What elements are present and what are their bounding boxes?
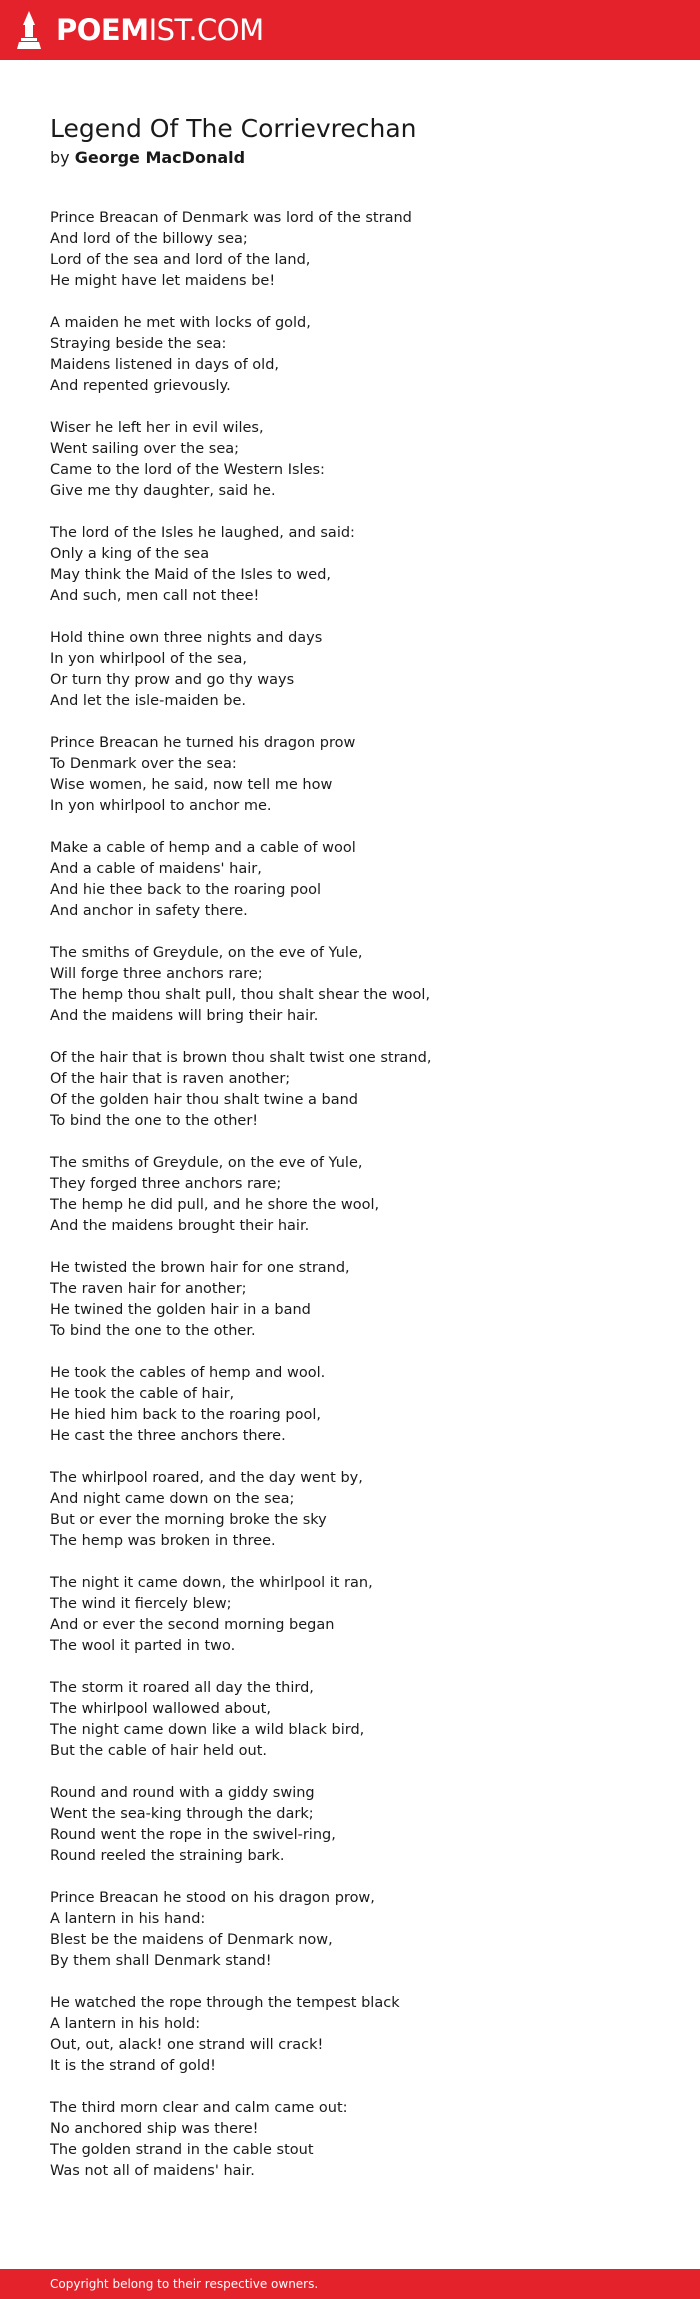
poem-stanza bbox=[50, 523, 670, 607]
poem-line: It is the strand of gold! bbox=[50, 2058, 216, 2074]
poem-stanza bbox=[50, 1363, 670, 1447]
poem-line: The smiths of Greydule, on the eve of Yule, bbox=[50, 1155, 363, 1171]
poem-line: The night it came down, the whirlpool it ran, bbox=[50, 1575, 373, 1591]
poem-line: But or ever the morning broke the sky bbox=[50, 1512, 327, 1528]
poem-line: The smiths of Greydule, on the eve of Yule, bbox=[50, 945, 363, 961]
poem-line: And the maidens will bring their hair. bbox=[50, 1008, 319, 1024]
site-header bbox=[0, 0, 700, 60]
poem-stanza bbox=[50, 1153, 670, 1237]
poem-line: Give me thy daughter, said he. bbox=[50, 483, 276, 499]
poem-line: Round reeled the straining bark. bbox=[50, 1848, 285, 1864]
poem-stanza bbox=[50, 838, 670, 922]
poem-line: Wiser he left her in evil wiles, bbox=[50, 420, 264, 436]
poem-line: Was not all of maidens' hair. bbox=[50, 2163, 255, 2179]
poem-content bbox=[50, 112, 670, 2203]
poem-author[interactable]: George MacDonald bbox=[74, 148, 246, 167]
poem-line: Of the hair that is raven another; bbox=[50, 1071, 291, 1087]
poem-line: Maidens listened in days of old, bbox=[50, 357, 280, 373]
poem-line: No anchored ship was there! bbox=[50, 2121, 259, 2137]
poem-line: Will forge three anchors rare; bbox=[50, 966, 263, 982]
poem-line: And repented grievously. bbox=[50, 378, 231, 394]
poem-line: The hemp was broken in three. bbox=[50, 1533, 276, 1549]
poem-body bbox=[50, 208, 670, 2182]
copyright-notice: Copyright belong to their respective owners. bbox=[50, 2277, 319, 2291]
poem-line: The wind it fiercely blew; bbox=[50, 1596, 232, 1612]
poem-line: The storm it roared all day the third, bbox=[50, 1680, 314, 1696]
poem-stanza bbox=[50, 1993, 670, 2077]
by-label: by bbox=[50, 148, 70, 167]
poem-line: And lord of the billowy sea; bbox=[50, 231, 248, 247]
poem-stanza bbox=[50, 1678, 670, 1762]
poem-line: And such, men call not thee! bbox=[50, 588, 260, 604]
poem-stanza bbox=[50, 1573, 670, 1657]
poem-line: Went sailing over the sea; bbox=[50, 441, 240, 457]
poem-line: May think the Maid of the Isles to wed, bbox=[50, 567, 332, 583]
logo-text-light: IST.COM bbox=[148, 13, 264, 47]
poem-stanza bbox=[50, 2098, 670, 2182]
logo-text-bold: POEM bbox=[56, 13, 149, 47]
poem-line: But the cable of hair held out. bbox=[50, 1743, 268, 1759]
poem-line: He watched the rope through the tempest black bbox=[50, 1995, 400, 2011]
poem-line: Prince Breacan he turned his dragon prow bbox=[50, 735, 356, 751]
poem-line: The lord of the Isles he laughed, and said: bbox=[50, 525, 355, 541]
poem-line: In yon whirlpool of the sea, bbox=[50, 651, 247, 667]
poem-line: A maiden he met with locks of gold, bbox=[50, 315, 311, 331]
poem-line: The hemp thou shalt pull, thou shalt shear the wool, bbox=[50, 987, 431, 1003]
poem-line: Prince Breacan of Denmark was lord of the strand bbox=[50, 210, 412, 226]
poem-stanza bbox=[50, 628, 670, 712]
poem-line: The whirlpool wallowed about, bbox=[50, 1701, 271, 1717]
poem-line: The wool it parted in two. bbox=[50, 1638, 236, 1654]
poem-line: He took the cable of hair, bbox=[50, 1386, 235, 1402]
poem-line: To Denmark over the sea: bbox=[50, 756, 237, 772]
poem-line: And hie thee back to the roaring pool bbox=[50, 882, 322, 898]
poem-line: Out, out, alack! one strand will crack! bbox=[50, 2037, 324, 2053]
poem-line: Round went the rope in the swivel-ring, bbox=[50, 1827, 336, 1843]
poem-line: A lantern in his hold: bbox=[50, 2016, 201, 2032]
poem-stanza bbox=[50, 1468, 670, 1552]
poem-line: The raven hair for another; bbox=[50, 1281, 247, 1297]
poem-line: He twined the golden hair in a band bbox=[50, 1302, 311, 1318]
poem-line: He took the cables of hemp and wool. bbox=[50, 1365, 326, 1381]
poem-line: To bind the one to the other! bbox=[50, 1113, 259, 1129]
poem-line: And night came down on the sea; bbox=[50, 1491, 295, 1507]
poem-byline bbox=[50, 146, 670, 170]
poem-line: He twisted the brown hair for one strand, bbox=[50, 1260, 350, 1276]
poem-stanza bbox=[50, 1783, 670, 1867]
poem-stanza bbox=[50, 1888, 670, 1972]
poem-line: The night came down like a wild black bird, bbox=[50, 1722, 365, 1738]
poem-line: And a cable of maidens' hair, bbox=[50, 861, 262, 877]
poem-line: Lord of the sea and lord of the land, bbox=[50, 252, 311, 268]
poem-line: Of the hair that is brown thou shalt twist one strand, bbox=[50, 1050, 432, 1066]
poem-line: To bind the one to the other. bbox=[50, 1323, 256, 1339]
logo-wordmark bbox=[56, 12, 264, 48]
poem-line: Went the sea-king through the dark; bbox=[50, 1806, 314, 1822]
poem-stanza bbox=[50, 208, 670, 292]
poem-line: Round and round with a giddy swing bbox=[50, 1785, 315, 1801]
poem-stanza bbox=[50, 313, 670, 397]
poem-line: The whirlpool roared, and the day went by, bbox=[50, 1470, 363, 1486]
poem-line: And let the isle-maiden be. bbox=[50, 693, 247, 709]
poem-line: In yon whirlpool to anchor me. bbox=[50, 798, 272, 814]
poem-line: He hied him back to the roaring pool, bbox=[50, 1407, 321, 1423]
poem-line: Hold thine own three nights and days bbox=[50, 630, 323, 646]
poem-title: Legend Of The Corrievrechan bbox=[50, 114, 417, 143]
site-logo[interactable] bbox=[16, 12, 264, 48]
poem-line: Came to the lord of the Western Isles: bbox=[50, 462, 325, 478]
poem-line: He might have let maidens be! bbox=[50, 273, 276, 289]
poem-line: Prince Breacan he stood on his dragon prow, bbox=[50, 1890, 375, 1906]
poem-line: He cast the three anchors there. bbox=[50, 1428, 286, 1444]
poem-line: Straying beside the sea: bbox=[50, 336, 227, 352]
poem-line: Only a king of the sea bbox=[50, 546, 210, 562]
fountain-pen-nib-icon bbox=[16, 11, 42, 49]
poem-stanza bbox=[50, 943, 670, 1027]
poem-line: Make a cable of hemp and a cable of wool bbox=[50, 840, 356, 856]
poem-stanza bbox=[50, 733, 670, 817]
poem-line: Or turn thy prow and go thy ways bbox=[50, 672, 295, 688]
site-footer bbox=[0, 2269, 700, 2299]
poem-line: A lantern in his hand: bbox=[50, 1911, 206, 1927]
poem-line: The golden strand in the cable stout bbox=[50, 2142, 314, 2158]
poem-line: The third morn clear and calm came out: bbox=[50, 2100, 348, 2116]
poem-stanza bbox=[50, 418, 670, 502]
poem-line: By them shall Denmark stand! bbox=[50, 1953, 272, 1969]
poem-line: Blest be the maidens of Denmark now, bbox=[50, 1932, 333, 1948]
poem-line: And or ever the second morning began bbox=[50, 1617, 335, 1633]
poem-line: They forged three anchors rare; bbox=[50, 1176, 282, 1192]
poem-line: And anchor in safety there. bbox=[50, 903, 248, 919]
poem-line: Wise women, he said, now tell me how bbox=[50, 777, 333, 793]
poem-line: Of the golden hair thou shalt twine a band bbox=[50, 1092, 359, 1108]
poem-line: The hemp he did pull, and he shore the wool, bbox=[50, 1197, 380, 1213]
poem-line: And the maidens brought their hair. bbox=[50, 1218, 310, 1234]
poem-stanza bbox=[50, 1258, 670, 1342]
poem-stanza bbox=[50, 1048, 670, 1132]
